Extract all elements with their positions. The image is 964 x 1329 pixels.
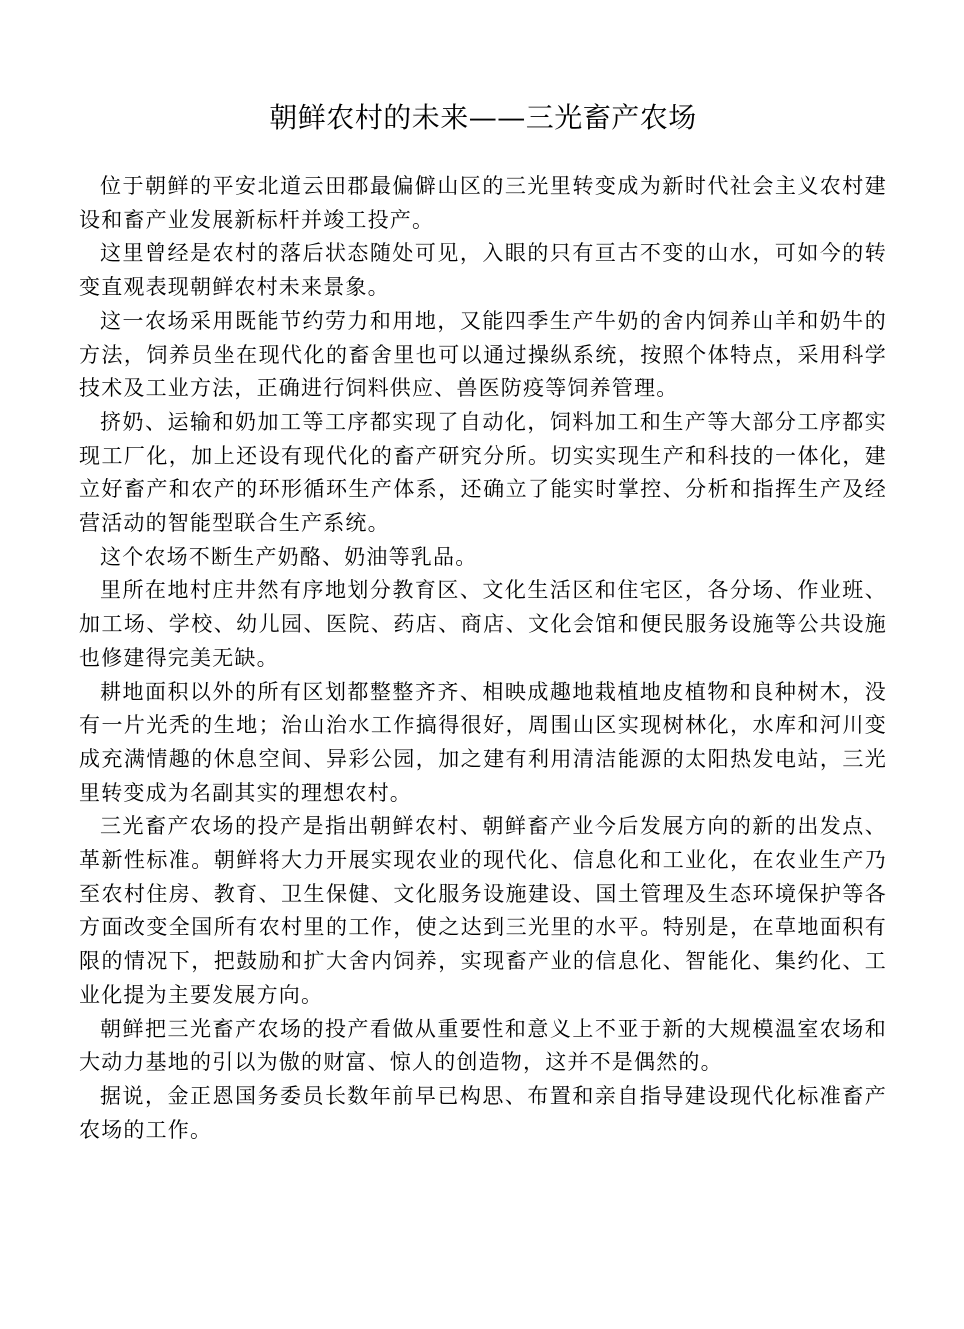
paragraph-1: 位于朝鲜的平安北道云田郡最偏僻山区的三光里转变成为新时代社会主义农村建设和畜产业发展新标杆并竣工投产。 xyxy=(79,174,887,232)
paragraph-4: 挤奶、运输和奶加工等工序都实现了自动化，饲料加工和生产等大部分工序都实现工厂化，加上还设有现代化的畜产研究分所。切实实现生产和科技的一体化，建立好畜产和农产的环形循环生产体系，还确立了能实时掌控、分析和指挥生产及经营活动的智能型联合生产系统。 xyxy=(79,409,887,536)
paragraph-6: 里所在地村庄井然有序地划分教育区、文化生活区和住宅区，各分场、作业班、加工场、学校、幼儿园、医院、药店、商店、文化会馆和便民服务设施等公共设施也修建得完美无缺。 xyxy=(79,578,887,670)
paragraph-9: 朝鲜把三光畜产农场的投产看做从重要性和意义上不亚于新的大规模温室农场和大动力基地的引以为傲的财富、惊人的创造物，这并不是偶然的。 xyxy=(79,1016,887,1075)
paragraph-10: 据说，金正恩国务委员长数年前早已构思、布置和亲自指导建设现代化标准畜产农场的工作。 xyxy=(79,1083,887,1142)
document-page xyxy=(79,98,887,1147)
paragraph-2: 这里曾经是农村的落后状态随处可见，入眼的只有亘古不变的山水，可如今的转变直观表现朝鲜农村未来景象。 xyxy=(79,241,887,300)
paragraph-7: 耕地面积以外的所有区划都整整齐齐、相映成趣地栽植地皮植物和良种树木，没有一片光秃的生地；治山治水工作搞得很好，周围山区实现树林化，水库和河川变成充满情趣的休息空间、异彩公园，加之建有利用清洁能源的太阳热发电站，三光里转变成为名副其实的理想农村。 xyxy=(79,679,887,805)
document-title: 朝鲜农村的未来——三光畜产农场 xyxy=(269,101,697,134)
paragraph-3: 这一农场采用既能节约劳力和用地，又能四季生产牛奶的舍内饲养山羊和奶牛的方法，饲养员坐在现代化的畜舍里也可以通过操纵系统，按照个体特点，采用科学技术及工业方法，正确进行饲料供应、兽医防疫等饲养管理。 xyxy=(79,308,887,401)
paragraph-5: 这个农场不断生产奶酪、奶油等乳品。 xyxy=(100,544,478,569)
paragraph-8: 三光畜产农场的投产是指出朝鲜农村、朝鲜畜产业今后发展方向的新的出发点、革新性标准。朝鲜将大力开展实现农业的现代化、信息化和工业化，在农业生产乃至农村住房、教育、卫生保健、文化服务设施建设、国土管理及生态环境保护等各方面改变全国所有农村里的工作，使之达到三光里的水平。特别是，在草地面积有限的情况下，把鼓励和扩大舍内饲养，实现畜产业的信息化、智能化、集约化、工业化提为主要发展方向。 xyxy=(79,814,887,1007)
